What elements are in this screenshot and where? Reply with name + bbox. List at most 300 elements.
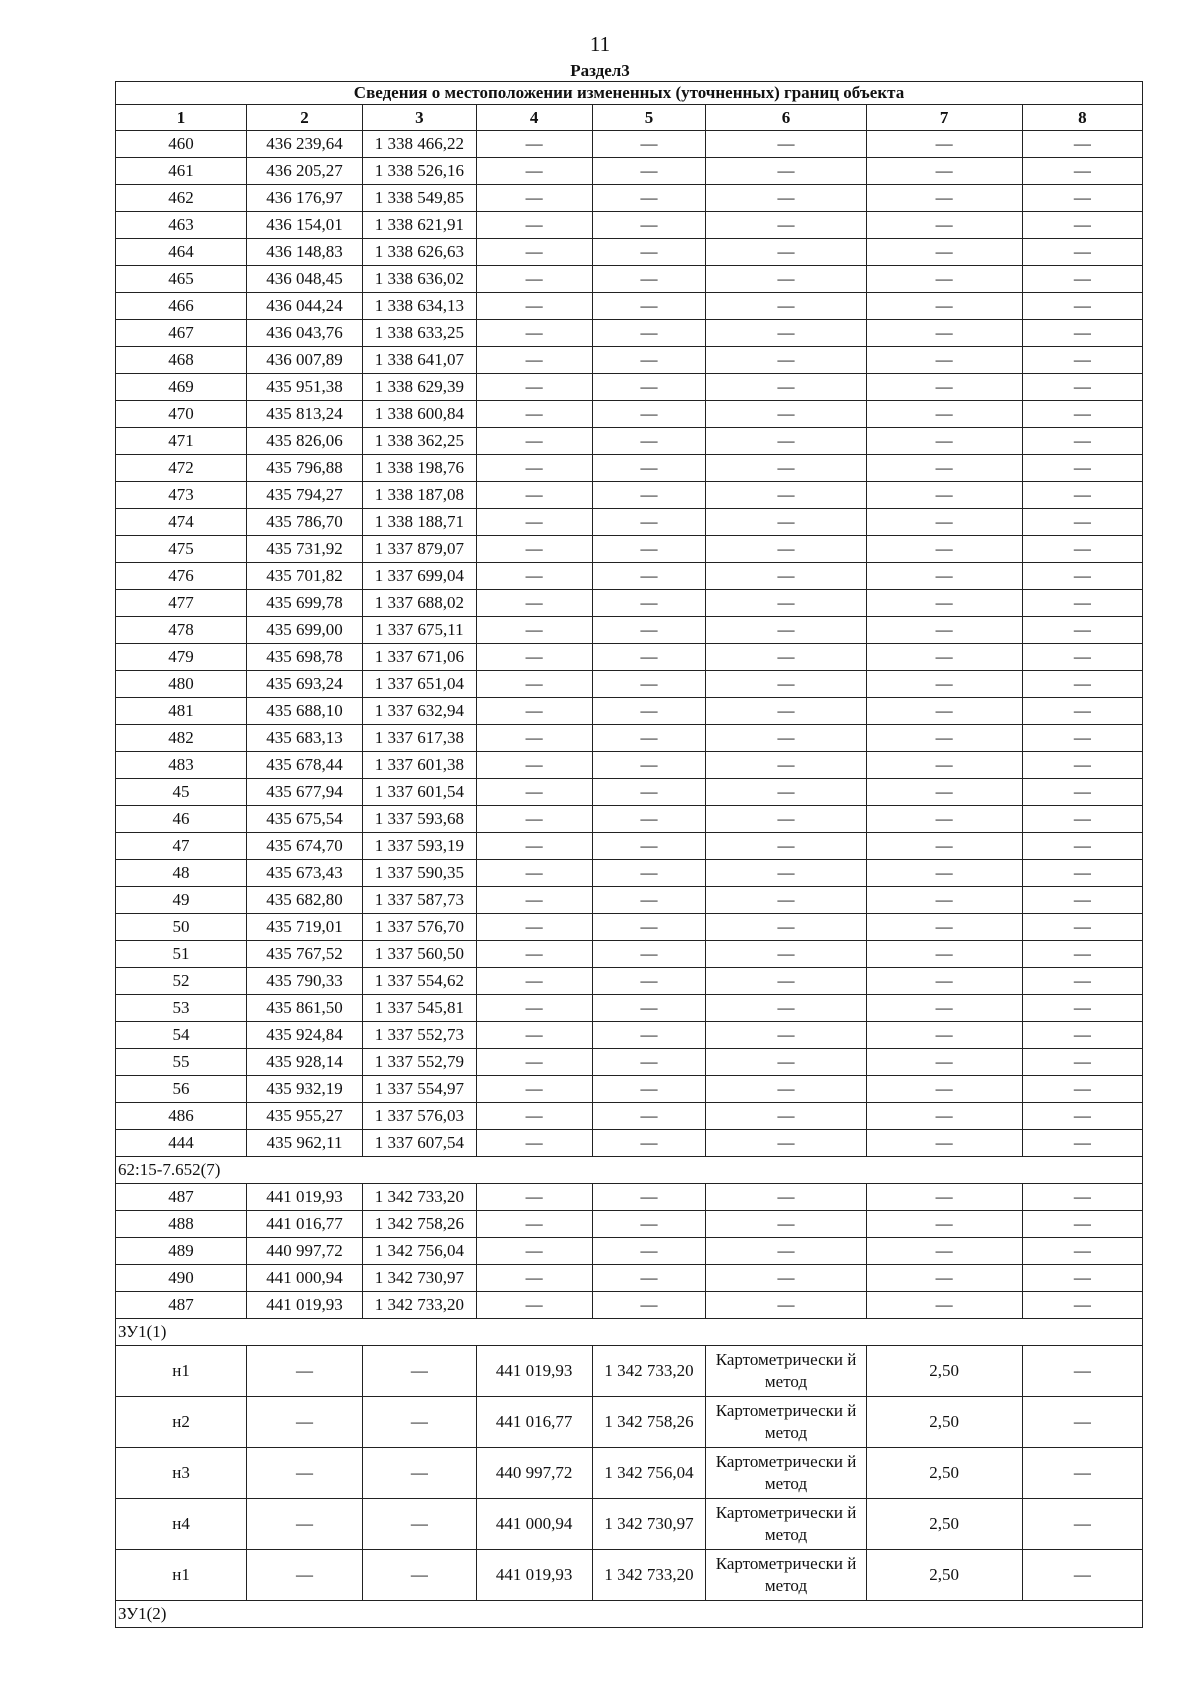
coordinate-y: 1 337 601,54 xyxy=(362,779,476,806)
dash-cell: — xyxy=(476,644,592,671)
table-row xyxy=(116,1211,1143,1238)
coordinate-x: 435 677,94 xyxy=(247,779,363,806)
table-row xyxy=(116,779,1143,806)
parcel-label: 62:15-7.652(7) xyxy=(116,1157,1143,1184)
point-number: 490 xyxy=(116,1265,247,1292)
point-number: 466 xyxy=(116,293,247,320)
dash-cell: — xyxy=(866,212,1022,239)
dash-cell: — xyxy=(476,428,592,455)
dash-cell: — xyxy=(706,914,866,941)
dash-cell: — xyxy=(592,860,706,887)
dash-cell: — xyxy=(592,752,706,779)
coordinate-x: 435 794,27 xyxy=(247,482,363,509)
dash-cell: — xyxy=(1022,779,1142,806)
table-row xyxy=(116,455,1143,482)
dash-cell: — xyxy=(476,833,592,860)
dash-cell: — xyxy=(592,1076,706,1103)
dash-cell: — xyxy=(1022,617,1142,644)
dash-cell: — xyxy=(362,1448,476,1499)
table-row xyxy=(116,185,1143,212)
dash-cell: — xyxy=(866,806,1022,833)
dash-cell: — xyxy=(1022,1346,1142,1397)
dash-cell: — xyxy=(706,617,866,644)
table-row xyxy=(116,428,1143,455)
dash-cell: — xyxy=(706,887,866,914)
table-row xyxy=(116,725,1143,752)
coordinate-x: 435 693,24 xyxy=(247,671,363,698)
coordinate-y: 1 338 187,08 xyxy=(362,482,476,509)
point-number: 46 xyxy=(116,806,247,833)
dash-cell: — xyxy=(866,455,1022,482)
dash-cell: — xyxy=(476,293,592,320)
dash-cell: — xyxy=(476,401,592,428)
method: Картометрически й метод xyxy=(706,1397,866,1448)
table-row xyxy=(116,1265,1143,1292)
coordinate-y: 1 337 576,03 xyxy=(362,1103,476,1130)
coordinate-y: 1 338 600,84 xyxy=(362,401,476,428)
point-number: 488 xyxy=(116,1211,247,1238)
point-number: 486 xyxy=(116,1103,247,1130)
dash-cell: — xyxy=(866,860,1022,887)
parcel-label: ЗУ1(2) xyxy=(116,1601,1143,1628)
coordinate-x: 435 928,14 xyxy=(247,1049,363,1076)
dash-cell: — xyxy=(476,1076,592,1103)
dash-cell: — xyxy=(866,725,1022,752)
table-row xyxy=(116,887,1143,914)
column-number: 5 xyxy=(592,105,706,131)
coordinate-y: 1 342 756,04 xyxy=(362,1238,476,1265)
column-number-row xyxy=(116,105,1143,131)
coordinate-x: 436 043,76 xyxy=(247,320,363,347)
dash-cell: — xyxy=(592,617,706,644)
dash-cell: — xyxy=(592,401,706,428)
column-number: 1 xyxy=(116,105,247,131)
dash-cell: — xyxy=(866,266,1022,293)
dash-cell: — xyxy=(1022,320,1142,347)
dash-cell: — xyxy=(866,698,1022,725)
table-row xyxy=(116,1049,1143,1076)
dash-cell: — xyxy=(706,428,866,455)
dash-cell: — xyxy=(476,1238,592,1265)
coordinate-y: 1 337 601,38 xyxy=(362,752,476,779)
dash-cell: — xyxy=(706,482,866,509)
coordinate-x: 436 239,64 xyxy=(247,131,363,158)
dash-cell: — xyxy=(866,563,1022,590)
dash-cell: — xyxy=(1022,293,1142,320)
coordinate-x: 436 176,97 xyxy=(247,185,363,212)
table-row xyxy=(116,860,1143,887)
dash-cell: — xyxy=(866,1130,1022,1157)
dash-cell: — xyxy=(1022,266,1142,293)
precision: 2,50 xyxy=(866,1448,1022,1499)
dash-cell: — xyxy=(476,779,592,806)
dash-cell: — xyxy=(476,995,592,1022)
dash-cell: — xyxy=(476,617,592,644)
dash-cell: — xyxy=(1022,1397,1142,1448)
point-number: 462 xyxy=(116,185,247,212)
dash-cell: — xyxy=(247,1499,363,1550)
dash-cell: — xyxy=(1022,536,1142,563)
dash-cell: — xyxy=(706,1022,866,1049)
dash-cell: — xyxy=(476,1049,592,1076)
dash-cell: — xyxy=(706,1130,866,1157)
dash-cell: — xyxy=(476,1130,592,1157)
column-number: 4 xyxy=(476,105,592,131)
coordinate-x: 435 861,50 xyxy=(247,995,363,1022)
point-number: 481 xyxy=(116,698,247,725)
dash-cell: — xyxy=(592,644,706,671)
dash-cell: — xyxy=(1022,509,1142,536)
coordinate-x: 436 148,83 xyxy=(247,239,363,266)
coordinate-x: 436 154,01 xyxy=(247,212,363,239)
coordinate-x: 435 698,78 xyxy=(247,644,363,671)
coordinate-y: 1 338 634,13 xyxy=(362,293,476,320)
coordinate-x: 435 813,24 xyxy=(247,401,363,428)
dash-cell: — xyxy=(1022,644,1142,671)
coordinate-y: 1 342 756,04 xyxy=(592,1448,706,1499)
dash-cell: — xyxy=(866,239,1022,266)
dash-cell: — xyxy=(476,698,592,725)
dash-cell: — xyxy=(592,779,706,806)
point-number: 476 xyxy=(116,563,247,590)
dash-cell: — xyxy=(592,212,706,239)
dash-cell: — xyxy=(866,401,1022,428)
dash-cell: — xyxy=(1022,887,1142,914)
dash-cell: — xyxy=(706,671,866,698)
dash-cell: — xyxy=(476,1211,592,1238)
dash-cell: — xyxy=(592,347,706,374)
dash-cell: — xyxy=(1022,725,1142,752)
dash-cell: — xyxy=(866,617,1022,644)
dash-cell: — xyxy=(706,995,866,1022)
coordinate-x: 435 932,19 xyxy=(247,1076,363,1103)
dash-cell: — xyxy=(1022,806,1142,833)
coordinate-x: 435 683,13 xyxy=(247,725,363,752)
table-row xyxy=(116,698,1143,725)
dash-cell: — xyxy=(592,374,706,401)
point-number: н3 xyxy=(116,1448,247,1499)
dash-cell: — xyxy=(476,914,592,941)
table-row xyxy=(116,590,1143,617)
coordinate-x: 435 678,44 xyxy=(247,752,363,779)
dash-cell: — xyxy=(1022,1022,1142,1049)
dash-cell: — xyxy=(866,1022,1022,1049)
coordinate-y: 1 342 758,26 xyxy=(362,1211,476,1238)
dash-cell: — xyxy=(362,1499,476,1550)
dash-cell: — xyxy=(592,158,706,185)
coordinate-x: 436 048,45 xyxy=(247,266,363,293)
dash-cell: — xyxy=(866,347,1022,374)
coordinate-y: 1 342 733,20 xyxy=(362,1184,476,1211)
table-row xyxy=(116,266,1143,293)
dash-cell: — xyxy=(476,887,592,914)
dash-cell: — xyxy=(1022,428,1142,455)
coordinate-y: 1 337 552,79 xyxy=(362,1049,476,1076)
dash-cell: — xyxy=(247,1550,363,1601)
precision: 2,50 xyxy=(866,1397,1022,1448)
table-row xyxy=(116,1130,1143,1157)
dash-cell: — xyxy=(476,671,592,698)
coordinate-y: 1 337 552,73 xyxy=(362,1022,476,1049)
dash-cell: — xyxy=(706,1292,866,1319)
dash-cell: — xyxy=(592,131,706,158)
dash-cell: — xyxy=(1022,1238,1142,1265)
dash-cell: — xyxy=(476,806,592,833)
dash-cell: — xyxy=(476,968,592,995)
dash-cell: — xyxy=(1022,1499,1142,1550)
coordinate-x: 441 019,93 xyxy=(247,1292,363,1319)
method: Картометрически й метод xyxy=(706,1448,866,1499)
dash-cell: — xyxy=(476,1265,592,1292)
coordinate-x: 441 000,94 xyxy=(476,1499,592,1550)
dash-cell: — xyxy=(1022,455,1142,482)
coordinate-x: 435 719,01 xyxy=(247,914,363,941)
dash-cell: — xyxy=(706,1184,866,1211)
point-number: 49 xyxy=(116,887,247,914)
coordinate-y: 1 337 617,38 xyxy=(362,725,476,752)
dash-cell: — xyxy=(1022,995,1142,1022)
dash-cell: — xyxy=(1022,347,1142,374)
point-number: 479 xyxy=(116,644,247,671)
table-row xyxy=(116,320,1143,347)
column-number: 7 xyxy=(866,105,1022,131)
coordinate-y: 1 337 632,94 xyxy=(362,698,476,725)
table-row xyxy=(116,293,1143,320)
dash-cell: — xyxy=(1022,1550,1142,1601)
coordinate-x: 435 688,10 xyxy=(247,698,363,725)
table-row xyxy=(116,131,1143,158)
dash-cell: — xyxy=(1022,185,1142,212)
dash-cell: — xyxy=(1022,968,1142,995)
coordinate-x: 435 731,92 xyxy=(247,536,363,563)
coordinate-y: 1 337 593,19 xyxy=(362,833,476,860)
dash-cell: — xyxy=(706,347,866,374)
table-row xyxy=(116,482,1143,509)
coordinate-y: 1 337 879,07 xyxy=(362,536,476,563)
dash-cell: — xyxy=(592,455,706,482)
point-number: 54 xyxy=(116,1022,247,1049)
method: Картометрически й метод xyxy=(706,1499,866,1550)
dash-cell: — xyxy=(1022,1448,1142,1499)
dash-cell: — xyxy=(866,671,1022,698)
dash-cell: — xyxy=(866,590,1022,617)
dash-cell: — xyxy=(592,887,706,914)
dash-cell: — xyxy=(476,752,592,779)
dash-cell: — xyxy=(866,779,1022,806)
coordinate-x: 440 997,72 xyxy=(247,1238,363,1265)
dash-cell: — xyxy=(1022,941,1142,968)
dash-cell: — xyxy=(706,455,866,482)
dash-cell: — xyxy=(706,185,866,212)
point-number: 465 xyxy=(116,266,247,293)
point-number: 467 xyxy=(116,320,247,347)
point-number: 53 xyxy=(116,995,247,1022)
dash-cell: — xyxy=(476,212,592,239)
dash-cell: — xyxy=(592,293,706,320)
dash-cell: — xyxy=(476,1292,592,1319)
dash-cell: — xyxy=(706,401,866,428)
dash-cell: — xyxy=(1022,1265,1142,1292)
point-number: 470 xyxy=(116,401,247,428)
table-row xyxy=(116,806,1143,833)
point-number: 463 xyxy=(116,212,247,239)
dash-cell: — xyxy=(866,995,1022,1022)
coordinate-x: 440 997,72 xyxy=(476,1448,592,1499)
dash-cell: — xyxy=(592,968,706,995)
block-existing-points xyxy=(116,131,1143,1157)
point-number: 56 xyxy=(116,1076,247,1103)
dash-cell: — xyxy=(476,563,592,590)
point-number: 469 xyxy=(116,374,247,401)
dash-cell: — xyxy=(592,428,706,455)
dash-cell: — xyxy=(476,941,592,968)
point-number: 477 xyxy=(116,590,247,617)
coordinate-x: 441 019,93 xyxy=(247,1184,363,1211)
parcel-label: ЗУ1(1) xyxy=(116,1319,1143,1346)
coordinate-x: 435 955,27 xyxy=(247,1103,363,1130)
page-number: 11 xyxy=(589,32,611,56)
dash-cell: — xyxy=(476,266,592,293)
section-title: Раздел3 xyxy=(570,61,630,80)
dash-cell: — xyxy=(706,509,866,536)
dash-cell: — xyxy=(592,266,706,293)
coordinate-y: 1 338 629,39 xyxy=(362,374,476,401)
dash-cell: — xyxy=(866,941,1022,968)
dash-cell: — xyxy=(866,131,1022,158)
point-number: 475 xyxy=(116,536,247,563)
table-row xyxy=(116,968,1143,995)
coordinate-y: 1 342 730,97 xyxy=(592,1499,706,1550)
dash-cell: — xyxy=(476,482,592,509)
coordinate-x: 435 786,70 xyxy=(247,509,363,536)
coordinate-x: 435 701,82 xyxy=(247,563,363,590)
dash-cell: — xyxy=(1022,401,1142,428)
dash-cell: — xyxy=(592,239,706,266)
dash-cell: — xyxy=(592,1049,706,1076)
point-number: 444 xyxy=(116,1130,247,1157)
dash-cell: — xyxy=(476,725,592,752)
coordinate-x: 435 790,33 xyxy=(247,968,363,995)
dash-cell: — xyxy=(1022,374,1142,401)
dash-cell: — xyxy=(1022,671,1142,698)
coordinate-x: 435 699,00 xyxy=(247,617,363,644)
coordinate-y: 1 338 198,76 xyxy=(362,455,476,482)
table-row xyxy=(116,509,1143,536)
dash-cell: — xyxy=(592,914,706,941)
coordinate-x: 435 796,88 xyxy=(247,455,363,482)
column-number: 8 xyxy=(1022,105,1142,131)
table-row xyxy=(116,1103,1143,1130)
table-row xyxy=(116,671,1143,698)
coordinate-x: 441 000,94 xyxy=(247,1265,363,1292)
dash-cell: — xyxy=(1022,1130,1142,1157)
dash-cell: — xyxy=(247,1397,363,1448)
coordinate-x: 441 016,77 xyxy=(247,1211,363,1238)
dash-cell: — xyxy=(1022,212,1142,239)
table-row xyxy=(116,212,1143,239)
table-row xyxy=(116,1550,1143,1601)
dash-cell: — xyxy=(706,563,866,590)
dash-cell: — xyxy=(476,158,592,185)
coordinate-y: 1 338 362,25 xyxy=(362,428,476,455)
dash-cell: — xyxy=(592,185,706,212)
table-row xyxy=(116,1076,1143,1103)
table-row xyxy=(116,617,1143,644)
coordinate-x: 436 044,24 xyxy=(247,293,363,320)
coordinate-y: 1 337 545,81 xyxy=(362,995,476,1022)
dash-cell: — xyxy=(476,347,592,374)
coordinate-y: 1 337 671,06 xyxy=(362,644,476,671)
coordinate-x: 435 826,06 xyxy=(247,428,363,455)
coordinate-x: 436 205,27 xyxy=(247,158,363,185)
dash-cell: — xyxy=(866,1265,1022,1292)
dash-cell: — xyxy=(592,482,706,509)
coordinate-y: 1 337 651,04 xyxy=(362,671,476,698)
coordinate-y: 1 337 554,97 xyxy=(362,1076,476,1103)
point-number: 487 xyxy=(116,1184,247,1211)
dash-cell: — xyxy=(866,320,1022,347)
table-row xyxy=(116,401,1143,428)
point-number: 464 xyxy=(116,239,247,266)
coordinate-x: 435 767,52 xyxy=(247,941,363,968)
dash-cell: — xyxy=(1022,158,1142,185)
dash-cell: — xyxy=(866,1292,1022,1319)
table-row xyxy=(116,1184,1143,1211)
dash-cell: — xyxy=(706,860,866,887)
coordinate-y: 1 342 733,20 xyxy=(592,1346,706,1397)
dash-cell: — xyxy=(592,1103,706,1130)
dash-cell: — xyxy=(1022,590,1142,617)
coordinate-x: 435 962,11 xyxy=(247,1130,363,1157)
dash-cell: — xyxy=(1022,1211,1142,1238)
dash-cell: — xyxy=(706,590,866,617)
dash-cell: — xyxy=(592,320,706,347)
coordinate-y: 1 337 576,70 xyxy=(362,914,476,941)
dash-cell: — xyxy=(866,752,1022,779)
dash-cell: — xyxy=(866,644,1022,671)
table-row xyxy=(116,374,1143,401)
dash-cell: — xyxy=(1022,914,1142,941)
dash-cell: — xyxy=(866,428,1022,455)
block-new-points xyxy=(116,1346,1143,1601)
dash-cell: — xyxy=(476,860,592,887)
coordinate-y: 1 338 549,85 xyxy=(362,185,476,212)
dash-cell: — xyxy=(866,374,1022,401)
point-number: 480 xyxy=(116,671,247,698)
table-row xyxy=(116,1238,1143,1265)
table-row xyxy=(116,1499,1143,1550)
dash-cell: — xyxy=(866,482,1022,509)
point-number: н2 xyxy=(116,1397,247,1448)
dash-cell: — xyxy=(706,266,866,293)
dash-cell: — xyxy=(706,1211,866,1238)
dash-cell: — xyxy=(1022,131,1142,158)
table-row xyxy=(116,1022,1143,1049)
point-number: 473 xyxy=(116,482,247,509)
dash-cell: — xyxy=(706,239,866,266)
method: Картометрически й метод xyxy=(706,1550,866,1601)
coordinate-y: 1 342 733,20 xyxy=(592,1550,706,1601)
dash-cell: — xyxy=(592,536,706,563)
dash-cell: — xyxy=(706,1238,866,1265)
table-caption: Сведения о местоположении измененных (уточненных) границ объекта xyxy=(116,82,1143,105)
table-row xyxy=(116,941,1143,968)
dash-cell: — xyxy=(592,1292,706,1319)
table-row xyxy=(116,914,1143,941)
dash-cell: — xyxy=(476,1103,592,1130)
table-row xyxy=(116,158,1143,185)
coordinate-y: 1 337 590,35 xyxy=(362,860,476,887)
